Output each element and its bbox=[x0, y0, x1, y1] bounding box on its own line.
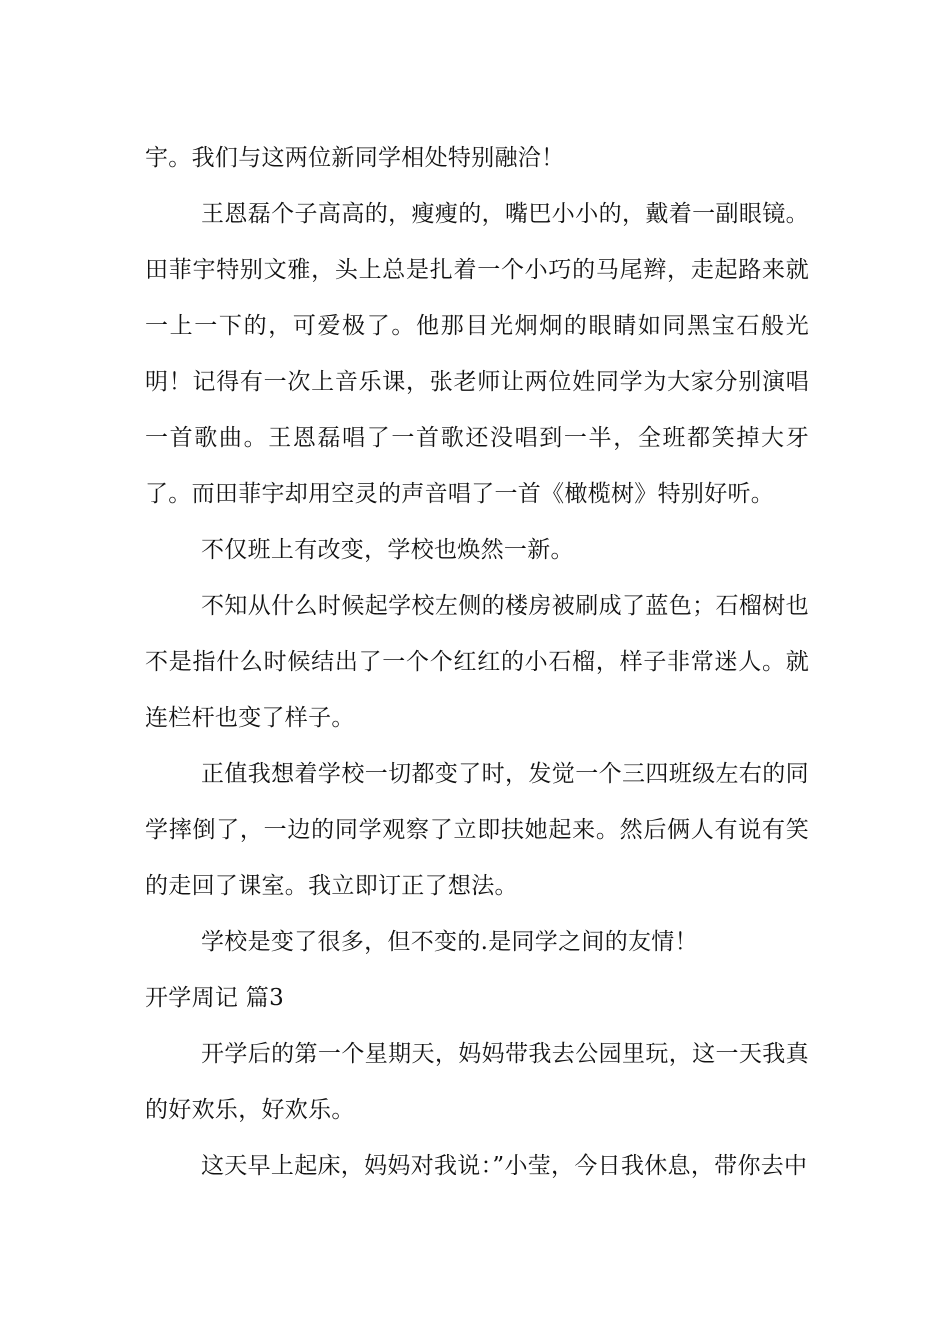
paragraph-school-details: 不知从什么时候起学校左侧的楼房被刷成了蓝色；石榴树也不是指什么时候结出了一个个红红的小石榴，样子非常迷人。就连栏杆也变了样子。 bbox=[145, 593, 809, 731]
paragraph-morning: 这天早上起床，妈妈对我说：”小莹，今日我休息，带你去中 bbox=[201, 1153, 808, 1179]
paragraph-classmates-description: 王恩磊个子高高的，瘦瘦的，嘴巴小小的，戴着一副眼镜。田菲宇特别文雅，头上总是扎着一个小巧的马尾辫，走起路来就一上一下的，可爱极了。他那目光炯炯的眼睛如同黑宝石般光明！记得有一次上音乐课，张老师让两位姓同学为大家分别演唱一首歌曲。王恩磊唱了一首歌还没唱到一半，全班都笑掉大牙了。而田菲宇却用空灵的声音唱了一首《橄榄树》特别好听。 bbox=[145, 201, 809, 507]
paragraph-sunday-park: 开学后的第一个星期天，妈妈带我去公园里玩，这一天我真的好欢乐，好欢乐。 bbox=[145, 1041, 809, 1123]
paragraph-friendship-event: 正值我想着学校一切都变了时，发觉一个三四班级左右的同学摔倒了，一边的同学观察了立即扶她起来。然后俩人有说有笑的走回了课室。我立即订正了想法。 bbox=[145, 761, 809, 899]
section-heading: 开学周记 篇3 bbox=[145, 985, 285, 1011]
paragraph-conclusion: 学校是变了很多，但不变的.是同学之间的友情！ bbox=[201, 929, 698, 955]
paragraph-school-change: 不仅班上有改变，学校也焕然一新。 bbox=[201, 537, 574, 563]
paragraph-continued: 宇。我们与这两位新同学相处特别融洽！ bbox=[145, 145, 565, 171]
document-body bbox=[145, 130, 809, 1194]
